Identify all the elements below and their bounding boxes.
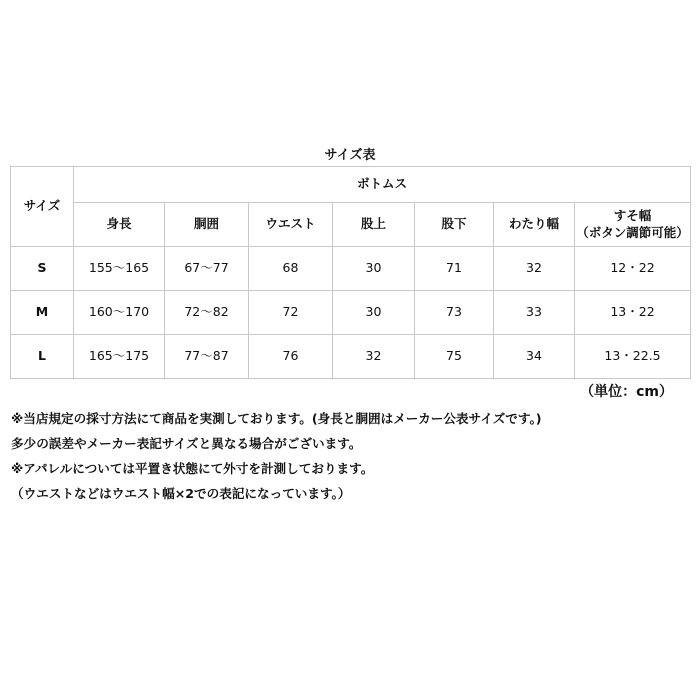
table-cell: 13・22 (575, 291, 691, 335)
table-cell: 13・22.5 (575, 335, 691, 379)
column-header-thigh-width: わたり幅 (494, 203, 575, 247)
table-cell: 32 (494, 247, 575, 291)
table-cell: 160〜170 (74, 291, 165, 335)
table-header-row (11, 167, 691, 203)
table-cell: 32 (333, 335, 415, 379)
note-line: ※当店規定の採寸方法にて商品を実測しております。(身長と胴囲はメーカー公表サイズです。) (11, 411, 542, 426)
table-cell: 30 (333, 291, 415, 335)
hem-width-label: すそ幅 (613, 207, 652, 223)
size-table (10, 166, 691, 379)
unit-label: （単位：cm） (580, 384, 673, 400)
size-label: S (11, 247, 74, 291)
table-cell: 68 (249, 247, 333, 291)
category-header: ボトムス (74, 167, 691, 203)
note-line: 多少の誤差やメーカー表記サイズと異なる場合がございます。 (11, 436, 362, 451)
size-label: M (11, 291, 74, 335)
hem-width-subnote: （ボタン調節可能） (576, 224, 689, 240)
size-column-header: サイズ (11, 167, 74, 247)
table-cell: 165〜175 (74, 335, 165, 379)
column-header-waist: ウエスト (249, 203, 333, 247)
column-header-height: 身長 (74, 203, 165, 247)
table-cell: 72 (249, 291, 333, 335)
column-header-inseam: 股下 (415, 203, 494, 247)
column-header-girth: 胴囲 (165, 203, 249, 247)
table-cell: 76 (249, 335, 333, 379)
table-cell: 67〜77 (165, 247, 249, 291)
table-cell: 155〜165 (74, 247, 165, 291)
table-cell: 12・22 (575, 247, 691, 291)
table-cell: 77〜87 (165, 335, 249, 379)
table-cell: 75 (415, 335, 494, 379)
size-chart-title: サイズ表 (324, 148, 376, 163)
column-header-hem-width (575, 203, 691, 247)
table-row (11, 335, 691, 379)
table-cell: 30 (333, 247, 415, 291)
column-header-rise: 股上 (333, 203, 415, 247)
note-line: ※アパレルについては平置き状態にて外寸を計測しております。 (11, 461, 374, 476)
table-subheader-row (11, 203, 691, 247)
size-label: L (11, 335, 74, 379)
table-cell: 34 (494, 335, 575, 379)
table-row (11, 247, 691, 291)
table-cell: 72〜82 (165, 291, 249, 335)
note-line: （ウエストなどはウエスト幅×2での表記になっています。） (11, 486, 351, 501)
table-cell: 71 (415, 247, 494, 291)
notes-section (11, 406, 691, 506)
table-cell: 73 (415, 291, 494, 335)
table-row (11, 291, 691, 335)
table-cell: 33 (494, 291, 575, 335)
